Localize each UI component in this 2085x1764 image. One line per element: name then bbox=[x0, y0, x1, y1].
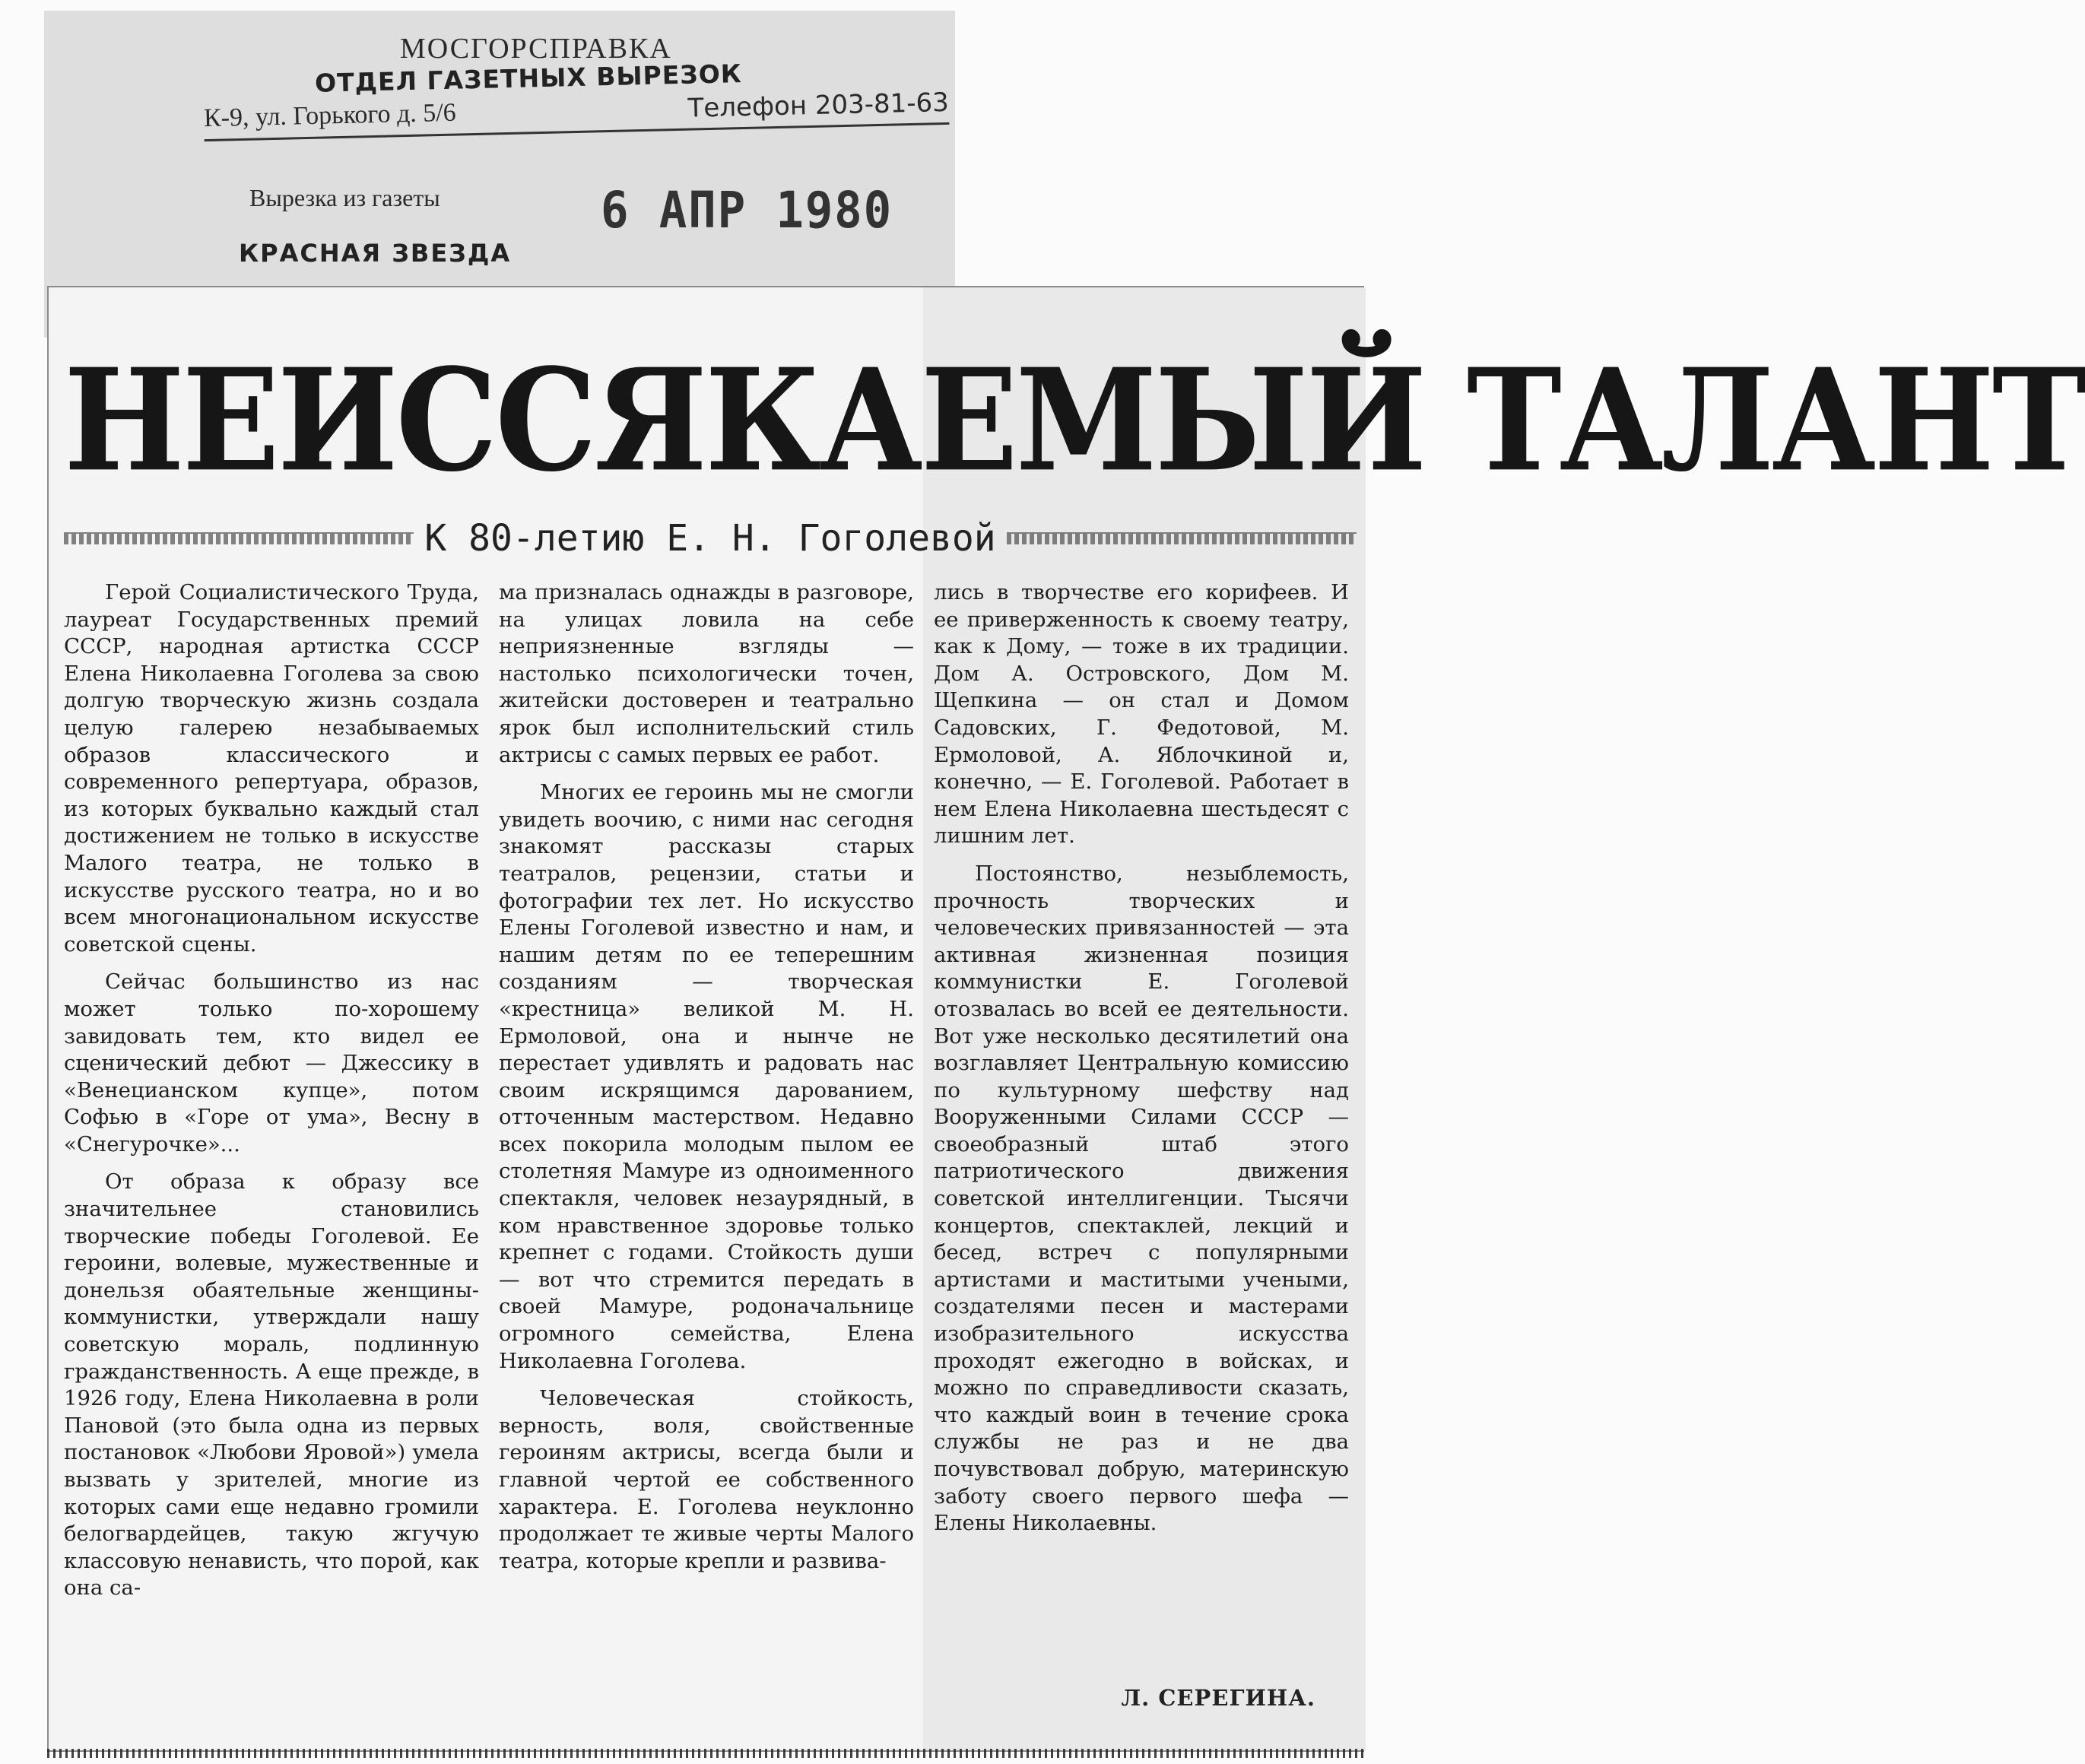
paragraph: Человеческая стойкость, верность, воля, свойственные героиням актрисы, всегда были и главной чертой ее собственного характера. Е. Гоголева неуклонно продолжает те живые черты Малого театра, которые крепли и развива- bbox=[499, 1386, 914, 1573]
newspaper-name: КРАСНАЯ ЗВЕЗДА bbox=[239, 239, 512, 268]
paragraph: Сейчас большинство из нас может только по-хорошему завидовать тем, кто видел ее сценический дебют — Джессику в «Венецианском купце», потом Софью в «Горе от ума», Весну в «Снегурочке»... bbox=[64, 969, 479, 1156]
column-3 bbox=[934, 579, 1349, 1613]
paragraph: ма призналась однажды в разговоре, на улицах ловила на себе неприязненные взгляды — настолько психологически точен, житейски достоверен и театрально ярок был исполнительский стиль актрисы с самых первых ее работ. bbox=[499, 580, 914, 767]
paragraph: Многих ее героинь мы не смогли увидеть воочию, с ними нас сегодня знакомят рассказы старых театралов, рецензии, статьи и фотографии тех лет. Но искусство Елены Гоголевой известно и нам, и нашим детям по ее теперешним созданиям — творческая «крестница» великой М. Н. Ермоловой, она и нынче не перестает удивлять и радовать нас своим искрящимся дарованием, отточенным мастерством. Недавно всех покорила молодым пылом ее столетняя Мамуре из одноименного спектакля, человек незаурядный, в ком нравственное здоровье только крепнет с годами. Стойкость души — вот что стремится передать в своей Мамуре, родоначальнице огромного семейства, Елена Николаевна Гоголева. bbox=[499, 780, 914, 1373]
date-stamp: 6 АПР 1980 bbox=[601, 181, 893, 240]
paragraph: Герой Социалистического Труда, лауреат Государственных премий СССР, народная артистка СССР Елена Николаевна Гоголева за свою долгую творческую жизнь создала целую галерею незабываемых образов классического и современного репертуара, образов, из которых буквально каждый стал достижением не только в искусстве Малого театра, не только в искусстве русского театра, но и во всем многонациональном искусстве советской сцены. bbox=[64, 580, 479, 957]
subheadline: К 80-летию Е. Н. Гоголевой bbox=[424, 517, 996, 560]
article-columns bbox=[64, 579, 1349, 1613]
column-1 bbox=[64, 579, 479, 1613]
paragraph: От образа к образу все значительнее становились творческие победы Гоголевой. Ее героини, волевые, мужественные и донельзя обаятельные женщины-коммунистки, утверждали нашу советскую мораль, подлинную гражданственность. А еще прежде, в 1926 году, Елена Николаевна в роли Пановой (это была одна из первых постановок «Любови Яровой») умела вызвать у зрителей, многие из которых сами еще недавно громили белогвардейцев, такую жгучую классовую ненависть, что порой, как она са- bbox=[64, 1169, 479, 1601]
department-name: ОТДЕЛ ГАЗЕТНЫХ ВЫРЕЗОК bbox=[314, 59, 743, 98]
clip-source-label: Вырезка из газеты bbox=[249, 184, 440, 211]
column-2 bbox=[499, 579, 914, 1613]
paragraph: Постоянство, незыблемость, прочность творческих и человеческих привязанностей — эта активная жизненная позиция коммунистки Е. Гоголевой отозвалась во всей ее деятельности. Вот уже несколько десятилетий она возглавляет Центральную комиссию по культурному шефству над Вооруженными Силами СССР — своеобразный штаб этого патриотического движения советской интеллигенции. Тысячи концертов, спектаклей, лекций и бесед, встреч с популярными артистами и маститыми учеными, создателями песен и мастерами изобразительного искусства проходят ежегодно в войсках, и можно по справедливости сказать, что каждый воин в течение срока службы не раз и не два почувствовал добрую, материнскую заботу своего первого шефа — Елены Николаевны. bbox=[934, 861, 1349, 1536]
bottom-border-rule bbox=[47, 1749, 1364, 1758]
agency-name: МОСГОРСПРАВКА bbox=[400, 33, 672, 65]
address: К-9, ул. Горького д. 5/6 bbox=[203, 98, 457, 133]
newspaper-clipping bbox=[47, 286, 2085, 1752]
author-signature: Л. СЕРЕГИНА. bbox=[1121, 1685, 1315, 1711]
decorative-rule-left bbox=[64, 532, 414, 544]
subheadline-row bbox=[64, 516, 1357, 561]
decorative-rule-right bbox=[1007, 532, 1357, 544]
paragraph: лись в творчестве его корифеев. И ее приверженность к своему театру, как к Дому, — тоже в их традиции. Дом А. Островского, Дом М. Щепкина — он стал и Домом Садовских, Г. Федотовой, М. Ермоловой, А. Яблочкиной и, конечно, — Е. Гоголевой. Работает в нем Елена Николаевна шестьдесят с лишним лет. bbox=[934, 580, 1349, 849]
phone: Телефон 203-81-63 bbox=[687, 87, 950, 124]
headline: НЕИССЯКАЕМЫЙ ТАЛАНТ bbox=[64, 337, 2085, 503]
